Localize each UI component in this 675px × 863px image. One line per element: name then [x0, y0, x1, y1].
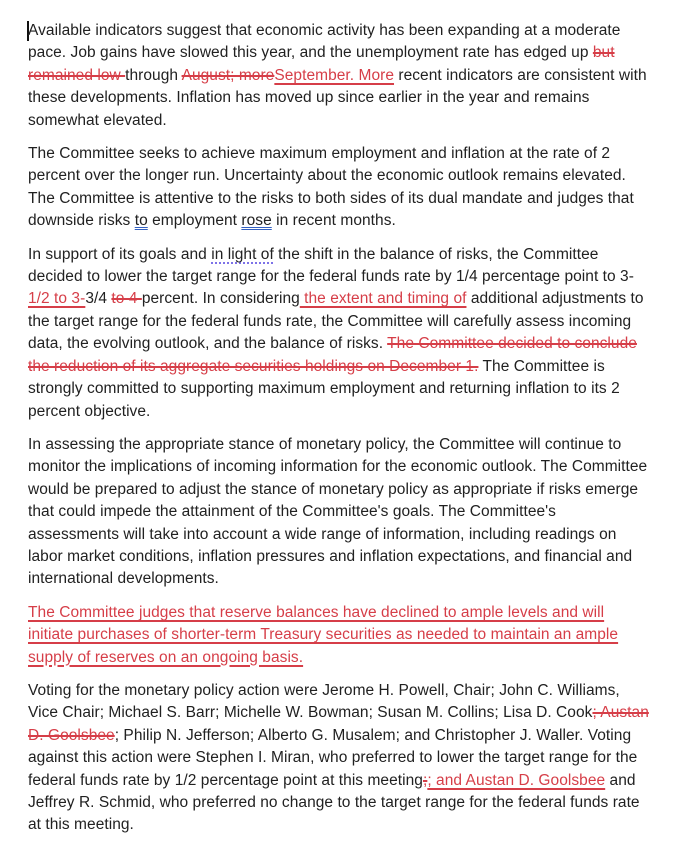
moved-text-run: to: [134, 212, 148, 230]
deleted-text-run: ;: [422, 771, 428, 789]
deleted-text-run: The Committee decided to conclude the reduction of its aggregate securities holdings on December 1.: [28, 335, 637, 375]
inserted-text-run: September. More: [274, 66, 395, 84]
text-run: and Jeffrey R. Schmid, who preferred no change to the target range for the federal funds rate at this meeting.: [28, 771, 640, 834]
text-run: percent. In considering: [141, 290, 300, 308]
text-run: In assessing the appropriate stance of monetary policy, the Committee will continue to monitor the implications of incoming information for the economic outlook. The Committee would be prepared to adjust the stance of monetary policy as appropriate if risks emerge that could impede the attainment of the Committee's goals. The Committee's assessments will take into account a wide range of information, including readings on labor market conditions, inflation pressures and inflation expectations, and financial and international developments.: [28, 435, 648, 588]
paragraph-voting: [28, 680, 650, 837]
text-run: additional adjustments to the target range for the federal funds rate, the Committee will carefully assess incoming data, the evolving outlook, and the balance of risks.: [28, 290, 644, 353]
text-run: recent indicators are consistent with these developments. Inflation has moved up since earlier in the year and remains somewhat elevated.: [28, 66, 647, 129]
deleted-text-run: August; more: [181, 66, 275, 84]
text-run: employment: [147, 212, 242, 230]
fomc-statement-document[interactable]: [28, 20, 650, 837]
deleted-text-run: to 4: [111, 290, 142, 308]
text-run: 3/4: [85, 290, 112, 308]
text-run: Voting for the monetary policy action were Jerome H. Powell, Chair; John C. Williams, Vice Chair; Michael S. Barr; Michelle W. Bowman; Susan M. Collins; Lisa D. Cook: [28, 681, 620, 722]
inserted-text-run: The Committee judges that reserve balances have declined to ample levels and will initiate purchases of shorter-term Treasury securities as needed to maintain an ample supply of reserves on an ongoing basis.: [28, 603, 619, 666]
text-run: through: [125, 66, 182, 84]
paragraph-reserve-balances: [28, 602, 650, 669]
inserted-text-run: ; and Austan D. Goolsbee: [427, 771, 606, 789]
text-run: The Committee is strongly committed to supporting maximum employment and returning inflation to its 2 percent objective.: [28, 357, 620, 420]
moved-text-run: rose: [241, 212, 272, 230]
text-run: ; Philip N. Jefferson; Alberto G. Musalem; and Christopher J. Waller. Voting against this action were Stephen I. Miran, who preferred to lower the target range for the federal funds rate by 1/2 percentage point at this meeting: [28, 726, 638, 789]
paragraph-economic-activity: [28, 20, 650, 132]
deleted-text-run: ; Austan D. Goolsbee: [28, 704, 649, 744]
suggestion-text-run: in light of: [211, 245, 274, 263]
text-run: in recent months.: [271, 212, 396, 230]
inserted-text-run: the extent and timing of: [299, 290, 467, 308]
deleted-text-run: but remained low: [28, 44, 615, 84]
text-run: Available indicators suggest that economic activity has been expanding at a moderate pace. Job gains have slowed this year, and the unemployment rate has edged up: [28, 22, 621, 62]
text-run: In support of its goals and: [28, 245, 212, 263]
inserted-text-run: 1/2 to 3-: [28, 290, 86, 308]
paragraph-policy-stance: [28, 434, 650, 591]
text-run: The Committee seeks to achieve maximum employment and inflation at the rate of 2 percent over the longer run. Uncertainty about the economic outlook remains elevated. The Committee is attentive to the risks to both sides of its dual mandate and judges that downside risks: [28, 145, 634, 230]
paragraph-committee-goals: [28, 143, 650, 233]
text-run: the shift in the balance of risks, the Committee decided to lower the target range for the federal funds rate by 1/4 percentage point to 3-: [28, 245, 634, 286]
paragraph-rate-decision: [28, 244, 650, 423]
